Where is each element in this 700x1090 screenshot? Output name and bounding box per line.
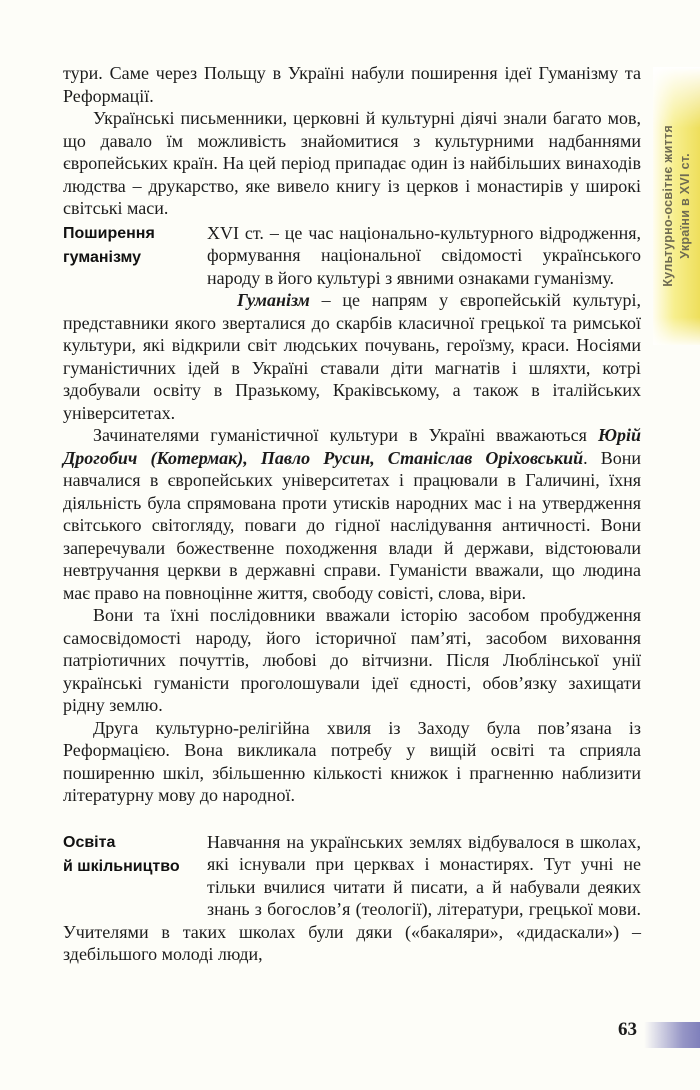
section-heading-line: гуманізму xyxy=(63,248,142,266)
paragraph-humanism-2 xyxy=(63,289,641,424)
paragraph-text: тури. Саме через Польщу в Україні набули поширення ідеї Гуманізму та Реформації. xyxy=(63,63,641,106)
paragraph-text: . Вони навчалися в європейських університетах і працювали в Галичині, їхня діяльність була спрямована проти утисків народних мас і на утвердження світського світогляду, поваги до гідної наслідування античності. Вони заперечували божественне походження влади й держави, відстоювали невтручання церкви в державні справи. Гуманісти вважали, що людина має право на повноцінне життя, свободу совісті, слова, віри. xyxy=(63,447,641,603)
paragraph-text: XVI ст. – це час національно-культурного відродження, формування національної свідомості українського народу в його культурі з явними ознаками гуманізму. xyxy=(207,222,641,288)
page-number-accent-bar xyxy=(644,1022,700,1048)
section-heading-education xyxy=(63,831,207,899)
paragraph-text: – це напрям у європейській культурі, представники якого зверталися до скарбів класичної грецької та римської культури, які відкрили світ людських почувань, героїзму, краси. Носіями гуманістичних ідей в Україні ставали діти магнатів і шляхти, котрі здобували освіту в Празькому, Краківському, а також в італійських університетах. xyxy=(63,290,641,423)
section-heading-line: Поширення xyxy=(63,224,155,242)
chapter-tab-line: України в XVI ст. xyxy=(677,153,692,259)
humanist-names: Юрій Дрогобич (Котермак), Павло Русин, Станіслав Оріховський xyxy=(63,425,641,468)
term-humanism: Гуманізм xyxy=(237,290,310,310)
page-number: 63 xyxy=(618,1019,637,1040)
section-heading-line: й шкільництво xyxy=(63,857,180,875)
text-column xyxy=(63,62,641,966)
paragraph-humanism-5 xyxy=(63,717,641,807)
section-humanism xyxy=(63,222,641,807)
paragraph-humanism-3 xyxy=(63,424,641,604)
chapter-side-tab xyxy=(653,67,700,345)
paragraph-text: Українські письменники, церковні й культурні діячі знали багато мов, що давало їм можливість знайомитися з культурними надбаннями європейських країн. На цей період припадає один із найбільших винаходів людства – друкарство, яке вивело книгу із церков і монастирів у широкі світські маси. xyxy=(63,108,641,218)
paragraph-intro-continuation xyxy=(63,62,641,107)
chapter-side-tab-text xyxy=(660,125,694,287)
paragraph-text: Вони та їхні послідовники вважали історію засобом пробудження самосвідомості народу, його історичної пам’яті, засобом виховання патріотичних почуттів, любові до вітчизни. Після Люблінської унії українські гуманісти проголошували ідеї єдності, обов’язку захищати рідну землю. xyxy=(63,605,641,715)
paragraph-intro xyxy=(63,107,641,220)
section-education xyxy=(63,831,641,966)
paragraph-humanism-4 xyxy=(63,604,641,717)
chapter-tab-line: Культурно-освітнє життя xyxy=(660,125,675,287)
paragraph-text: Зачинателями гуманістичної культури в Україні вважаються xyxy=(93,425,598,445)
section-heading-line: Освіта xyxy=(63,833,116,851)
paragraph-text: Друга культурно-релігійна хвиля із Заходу була пов’язана із Реформацією. Вона викликала потребу у вищій освіті та сприяла поширенню шкіл, збільшенню кількості книжок і прагненню наблизити літературну мову до народної. xyxy=(63,717,641,805)
paragraph-text: Навчання на українських землях відбувалося в школах, які існували при церквах і монастирях. Тут учні не тільки вчилися читати й писати, а й набували деяких знань з богослов’я (теології), літератури, грецької мови. Учителями в таких школах були дяки («бакаляри», «дидаскали») – здебільшого молоді люди, xyxy=(63,831,641,964)
section-heading-humanism xyxy=(63,222,207,290)
